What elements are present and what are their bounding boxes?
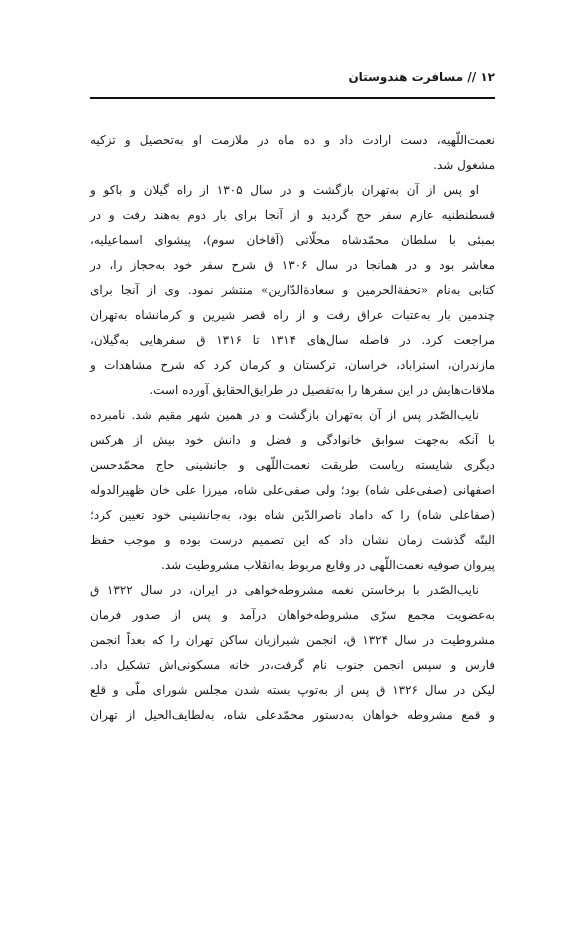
text-line: اصفهانی (صفی‌علی شاه) بود؛ ولی صفی‌علی شاه، میرزا علی خان ظهیرالدوله (90, 483, 495, 497)
paragraph (90, 128, 495, 178)
text-line: کتابی به‌نام «تحفة‌الحرمین و سعادة‌الدّارین» منتشر نمود. وی از آنجا برای (90, 283, 495, 297)
text-line: مشروطیت در سال ۱۳۲۴ ق، انجمن شیرازیان ساکن تهران را که بعداً انجمن (90, 633, 496, 647)
text-line: معاشر بود و در همانجا در سال ۱۳۰۶ ق شرح سفر خود به‌حجاز را، در (90, 258, 495, 272)
text-line: و قمع مشروطه خواهان به‌دستور محمّدعلی شاه، به‌لطایف‌الحیل از تهران (90, 708, 495, 722)
paragraph (90, 578, 495, 728)
text-line: پیروان صوفیه نعمت‌اللّهی در وقایع مربوط به‌انقلاب مشروطیت شد. (161, 558, 495, 572)
text-line: به‌عضویت مجمع سرّی مشروطه‌خواهان درآمد و پس از صدور فرمان (90, 608, 495, 622)
text-line: (صفاعلی شاه) را که داماد ناصرالدّین شاه بود، به‌جانشینی خود تعیین کرد؛ (90, 508, 495, 522)
running-head (90, 70, 495, 84)
text-line: مراجعت کرد. در فاصله سال‌های ۱۳۱۴ تا ۱۳۱۶ ق سفرهایی به‌گیلان، (90, 333, 496, 347)
page-number: ۱۲ (480, 70, 495, 84)
text-line: دیگری شایسته ریاست طریقت نعمت‌اللّهی و جانشینی حاج محمّدحسن (90, 458, 495, 472)
text-line: بمبئی با سلطان محمّدشاه محلّاتی (آقاخان سوم)، پیشوای اسماعیلیه، (90, 233, 495, 247)
body-text (90, 128, 495, 728)
text-line: نایب‌الصّدر با برخاستن نغمه مشروطه‌خواهی در ایران، در سال ۱۳۲۲ ق (90, 583, 479, 597)
text-line: البتّه گذشت زمان نشان داد که این تصمیم درست بوده و موجب حفظ (90, 533, 495, 547)
running-title: مسافرت هندوستان (348, 70, 464, 84)
text-line: نایب‌الصّدر پس از آن به‌تهران بازگشت و در همین شهر مقیم شد. نامبرده (90, 408, 479, 422)
text-line: قسطنطنیه عازم سفر حج گردید و از آنجا برای بار دوم به‌هند رفت و در (90, 208, 495, 222)
header-rule (90, 97, 495, 99)
text-line: نعمت‌اللّهیه، دست ارادت داد و ده ماه در ملازمت او به‌تحصیل و تزکیه (90, 133, 495, 147)
text-line: مازندران، استراباد، خراسان، ترکستان و کرمان کرد که شرح مشاهدات و (90, 358, 495, 372)
text-line: لیکن در سال ۱۳۲۶ ق پس از به‌توپ بسته شدن مجلس شورای ملّی و قلع (90, 683, 495, 697)
text-line: مشغول شد. (433, 158, 495, 172)
text-line: او پس از آن به‌تهران بازگشت و در سال ۱۳۰۵ از راه گیلان و باکو و (90, 183, 479, 197)
paragraph (90, 403, 495, 578)
paragraph (90, 178, 495, 403)
text-line: با آنکه به‌جهت سوابق خانوادگی و فضل و دانش خود بیش از هرکس (90, 433, 495, 447)
text-line: ملاقات‌هایش در این سفرها را به‌تفصیل در طرایق‌الحقایق آورده است. (149, 383, 495, 397)
text-line: فارس و سپس انجمن جنوب نام گرفت،در خانه مسکونی‌اش تشکیل داد. (90, 658, 495, 672)
header-separator: // (467, 70, 477, 84)
text-line: چندمین بار به‌عتبات عراق رفت و از راه قصر شیرین و کرمانشاه به‌تهران (90, 308, 495, 322)
